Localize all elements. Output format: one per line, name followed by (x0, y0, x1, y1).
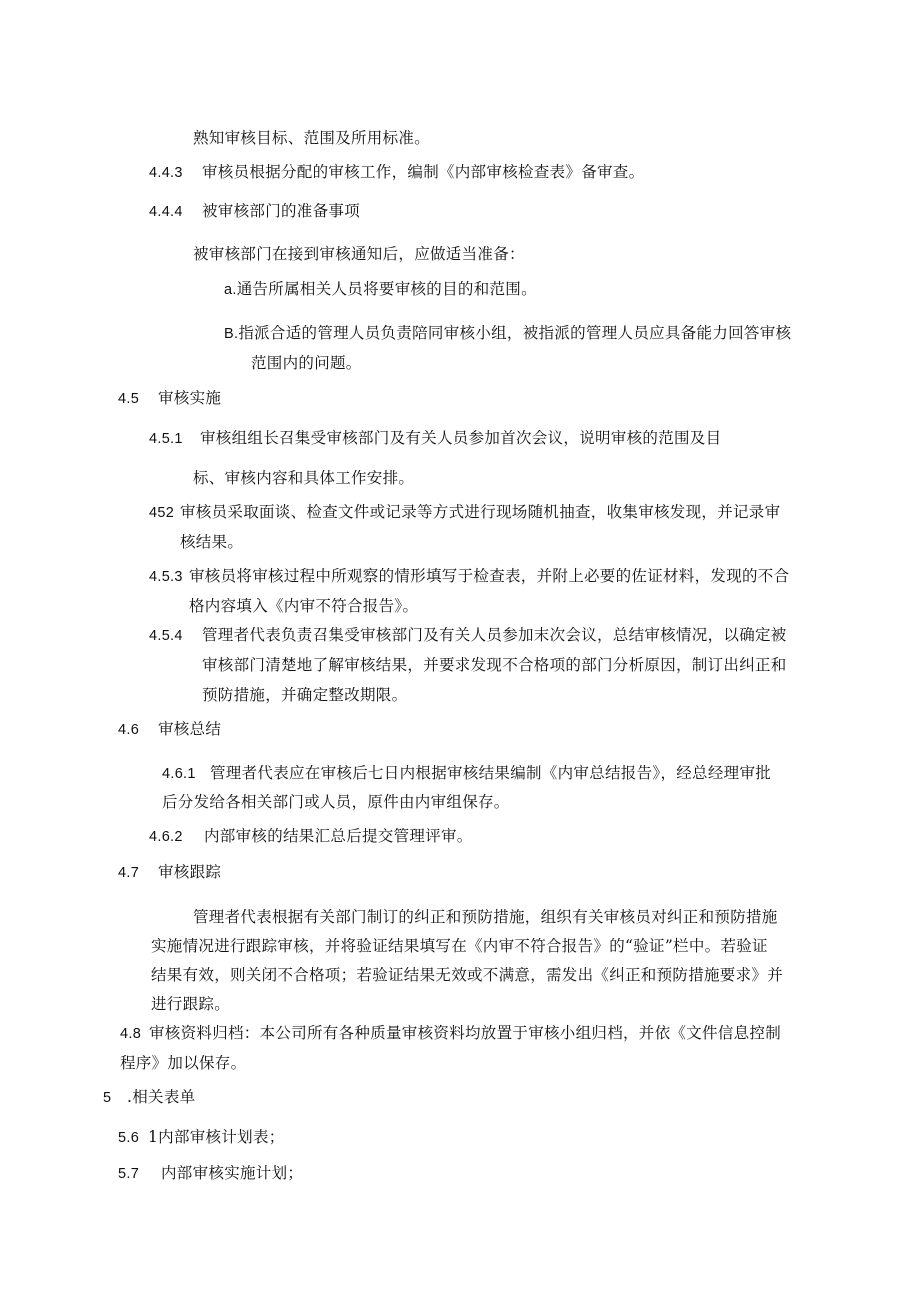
text-line (151, 964, 783, 986)
clause-4-4-3 (149, 161, 644, 184)
section-heading: 审核实施 (158, 389, 222, 407)
text-line (189, 595, 418, 617)
clause-4-5-4 (149, 624, 787, 647)
text-line (251, 352, 362, 374)
clause-text: 内部审核的结果汇总后提交管理评审。 (204, 827, 473, 845)
clause-4-5-1 (149, 427, 721, 450)
text-line (180, 531, 243, 553)
section-heading: 审核总结 (158, 720, 222, 738)
text-line (193, 127, 430, 149)
clause-4-6-2 (149, 825, 473, 848)
clause-number: 4.6.2 (149, 829, 183, 845)
line-text: 范围内的问题。 (251, 354, 362, 372)
item-number: 5.7 (118, 1166, 140, 1182)
clause-text: 管理者代表应在审核后七日内根据审核结果编制《内审总结报告》，经总经理审批 (210, 764, 772, 782)
list-text: 指派合适的管理人员负责陪同审核小组，被指派的管理人员应具备能力回答审核 (238, 324, 792, 342)
section-heading: 审核跟踪 (158, 863, 222, 881)
line-text: 预防措施，并确定整改期限。 (202, 686, 408, 704)
clause-number: 4.4.3 (149, 165, 183, 181)
line-text: 进行跟踪。 (151, 995, 231, 1013)
text-line (162, 791, 510, 813)
line-text: 核结果。 (180, 533, 244, 551)
list-item-b (224, 322, 791, 345)
clause-4-5-3 (149, 565, 789, 588)
section-heading: .相关表单 (127, 1088, 196, 1106)
text-line (202, 684, 407, 706)
clause-text: 审核员根据分配的审核工作，编制《内部审核检查表》备审查。 (202, 163, 645, 181)
clause-number: 452 (149, 505, 175, 521)
line-text: 管理者代表根据有关部门制订的纠正和预防措施，组织有关审核员对纠正和预防措施 (193, 908, 778, 926)
clause-text: 审核员采取面谈、检查文件或记录等方式进行现场随机抽查，收集审核发现，并记录审 (180, 503, 781, 521)
clause-text: 管理者代表负责召集受审核部门及有关人员参加末次会议，总结审核情况，以确定被 (202, 626, 787, 644)
text-line (193, 906, 778, 928)
item-number: 5.6 (118, 1130, 140, 1146)
clause-text: 被审核部门的准备事项 (202, 202, 361, 220)
form-item-5-7 (118, 1162, 303, 1185)
list-item-a (224, 278, 537, 301)
clause-number: 4.4.4 (149, 204, 183, 220)
section-number: 5 (103, 1090, 112, 1106)
clause-number: 4.5.1 (149, 431, 183, 447)
list-marker: a. (224, 282, 237, 298)
section-4-6 (118, 718, 221, 741)
section-text: 审核资料归档：本公司所有各种质量审核资料均放置于审核小组归档，并依《文件信息控制 (149, 1024, 782, 1042)
text-line (193, 467, 414, 489)
line-text: 标、审核内容和具体工作安排。 (193, 469, 415, 487)
clause-4-4-4 (149, 200, 360, 223)
clause-4-5-2 (149, 501, 780, 524)
section-4-7 (118, 861, 221, 884)
clause-text: 审核组组长召集受审核部门及有关人员参加首次会议，说明审核的范围及目 (200, 429, 722, 447)
text-line (193, 243, 525, 265)
clause-text: 审核员将审核过程中所观察的情形填写于检查表，并附上必要的佐证材料，发现的不合 (189, 567, 790, 585)
section-number: 4.6 (118, 722, 140, 738)
section-4-8 (120, 1022, 781, 1045)
clause-number: 4.5.4 (149, 628, 183, 644)
line-text: 被审核部门在接到审核通知后，应做适当准备： (193, 245, 525, 263)
item-text: 1内部审核计划表； (148, 1128, 285, 1146)
clause-number: 4.6.1 (162, 766, 196, 782)
clause-number: 4.5.3 (149, 569, 183, 585)
section-number: 4.5 (118, 391, 140, 407)
line-text: 结果有效，则关闭不合格项；若验证结果无效或不满意，需发出《纠正和预防措施要求》并 (151, 966, 784, 984)
line-text: 审核部门清楚地了解审核结果，并要求发现不合格项的部门分析原因，制订出纠正和 (202, 656, 787, 674)
form-item-5-6 (118, 1126, 285, 1149)
section-number: 4.8 (120, 1026, 142, 1042)
line-text: 程序》加以保存。 (120, 1054, 247, 1072)
text-line (202, 654, 787, 676)
text-line (151, 993, 230, 1015)
line-text: 熟知审核目标、范围及所用标准。 (193, 129, 431, 147)
text-line (151, 935, 768, 957)
section-4-5 (118, 387, 221, 410)
line-text: 实施情况进行跟踪审核，并将验证结果填写在《内审不符合报告》的“验证”栏中。若验证 (151, 937, 768, 955)
list-marker: B. (224, 326, 239, 342)
clause-4-6-1 (162, 762, 771, 785)
section-number: 4.7 (118, 865, 140, 881)
text-line (120, 1052, 246, 1074)
line-text: 后分发给各相关部门或人员，原件由内审组保存。 (162, 793, 510, 811)
item-text: 内部审核实施计划； (161, 1164, 304, 1182)
section-5 (103, 1086, 195, 1109)
line-text: 格内容填入《内审不符合报告》。 (189, 597, 419, 615)
list-text: 通告所属相关人员将要审核的目的和范围。 (236, 280, 537, 298)
